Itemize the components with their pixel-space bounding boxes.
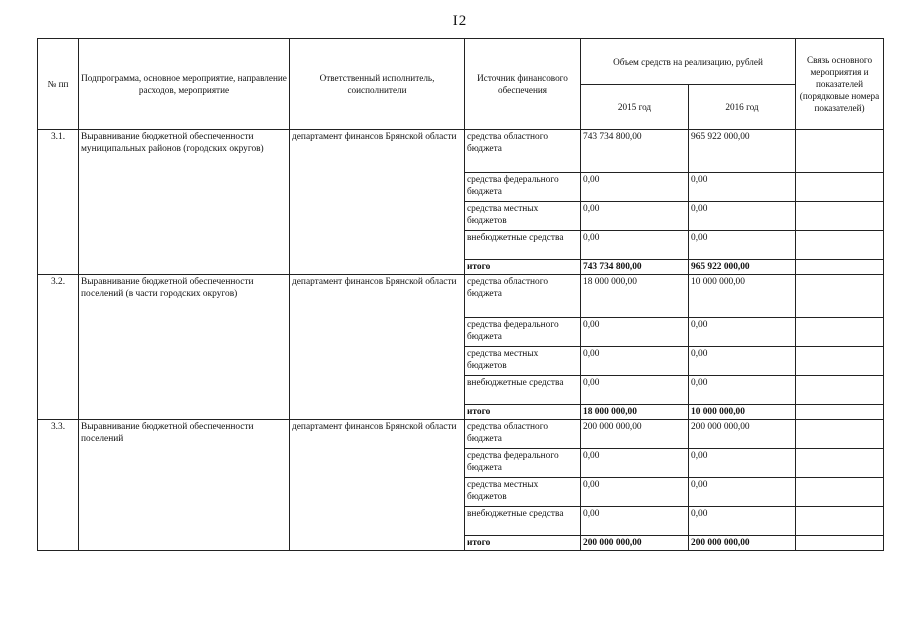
row-number: 3.1. <box>38 130 79 275</box>
indicator-link-cell <box>796 376 884 405</box>
funding-source: средства местных бюджетов <box>465 478 581 507</box>
funding-source: средства федерального бюджета <box>465 318 581 347</box>
header-program: Подпрограмма, основное мероприятие, направление расходов, мероприятие <box>79 39 290 130</box>
funding-source: средства областного бюджета <box>465 275 581 318</box>
table-row <box>38 275 884 318</box>
amount-2015: 18 000 000,00 <box>581 405 689 420</box>
row-number: 3.3. <box>38 420 79 551</box>
amount-2015: 743 734 800,00 <box>581 130 689 173</box>
indicator-link-cell <box>796 449 884 478</box>
amount-2015: 0,00 <box>581 347 689 376</box>
funding-source: итого <box>465 536 581 551</box>
header-year-2015: 2015 год <box>581 85 689 130</box>
budget-table <box>37 38 884 551</box>
amount-2015: 0,00 <box>581 449 689 478</box>
amount-2015: 0,00 <box>581 478 689 507</box>
amount-2015: 0,00 <box>581 318 689 347</box>
funding-source: внебюджетные средства <box>465 507 581 536</box>
amount-2016: 200 000 000,00 <box>689 536 796 551</box>
amount-2016: 0,00 <box>689 507 796 536</box>
header-year-2016: 2016 год <box>689 85 796 130</box>
row-number: 3.2. <box>38 275 79 420</box>
executor-name: департамент финансов Брянской области <box>290 130 465 275</box>
indicator-link-cell <box>796 478 884 507</box>
funding-source: внебюджетные средства <box>465 231 581 260</box>
amount-2015: 0,00 <box>581 173 689 202</box>
indicator-link-cell <box>796 275 884 318</box>
indicator-link-cell <box>796 130 884 173</box>
table-body <box>38 130 884 551</box>
indicator-link-cell <box>796 405 884 420</box>
table-row <box>38 420 884 449</box>
funding-source: средства федерального бюджета <box>465 449 581 478</box>
amount-2016: 0,00 <box>689 202 796 231</box>
amount-2015: 0,00 <box>581 376 689 405</box>
executor-name: департамент финансов Брянской области <box>290 420 465 551</box>
amount-2016: 965 922 000,00 <box>689 260 796 275</box>
indicator-link-cell <box>796 318 884 347</box>
amount-2015: 0,00 <box>581 202 689 231</box>
indicator-link-cell <box>796 420 884 449</box>
amount-2016: 0,00 <box>689 173 796 202</box>
funding-source: средства местных бюджетов <box>465 347 581 376</box>
amount-2015: 18 000 000,00 <box>581 275 689 318</box>
amount-2016: 200 000 000,00 <box>689 420 796 449</box>
indicator-link-cell <box>796 260 884 275</box>
amount-2015: 0,00 <box>581 507 689 536</box>
amount-2015: 200 000 000,00 <box>581 536 689 551</box>
amount-2015: 0,00 <box>581 231 689 260</box>
funding-source: средства областного бюджета <box>465 420 581 449</box>
header-volume: Объем средств на реализацию, рублей <box>581 39 796 85</box>
program-name: Выравнивание бюджетной обеспеченности муниципальных районов (городских округов) <box>79 130 290 275</box>
indicator-link-cell <box>796 507 884 536</box>
funding-source: внебюджетные средства <box>465 376 581 405</box>
program-name: Выравнивание бюджетной обеспеченности поселений <box>79 420 290 551</box>
funding-source: итого <box>465 405 581 420</box>
amount-2016: 0,00 <box>689 376 796 405</box>
header-executor: Ответственный исполнитель, соисполнители <box>290 39 465 130</box>
funding-source: средства местных бюджетов <box>465 202 581 231</box>
amount-2016: 0,00 <box>689 318 796 347</box>
amount-2016: 0,00 <box>689 478 796 507</box>
header-source: Источник финансового обеспечения <box>465 39 581 130</box>
funding-source: итого <box>465 260 581 275</box>
executor-name: департамент финансов Брянской области <box>290 275 465 420</box>
funding-source: средства федерального бюджета <box>465 173 581 202</box>
amount-2015: 743 734 800,00 <box>581 260 689 275</box>
amount-2016: 10 000 000,00 <box>689 405 796 420</box>
amount-2015: 200 000 000,00 <box>581 420 689 449</box>
table-row <box>38 130 884 173</box>
indicator-link-cell <box>796 202 884 231</box>
indicator-link-cell <box>796 536 884 551</box>
header-num: № пп <box>38 39 79 130</box>
header-link: Связь основного мероприятия и показателей (порядковые номера показателей) <box>796 39 884 130</box>
amount-2016: 0,00 <box>689 347 796 376</box>
funding-source: средства областного бюджета <box>465 130 581 173</box>
amount-2016: 10 000 000,00 <box>689 275 796 318</box>
indicator-link-cell <box>796 231 884 260</box>
indicator-link-cell <box>796 347 884 376</box>
amount-2016: 0,00 <box>689 449 796 478</box>
program-name: Выравнивание бюджетной обеспеченности поселений (в части городских округов) <box>79 275 290 420</box>
amount-2016: 965 922 000,00 <box>689 130 796 173</box>
indicator-link-cell <box>796 173 884 202</box>
page-number: I2 <box>452 13 468 29</box>
amount-2016: 0,00 <box>689 231 796 260</box>
